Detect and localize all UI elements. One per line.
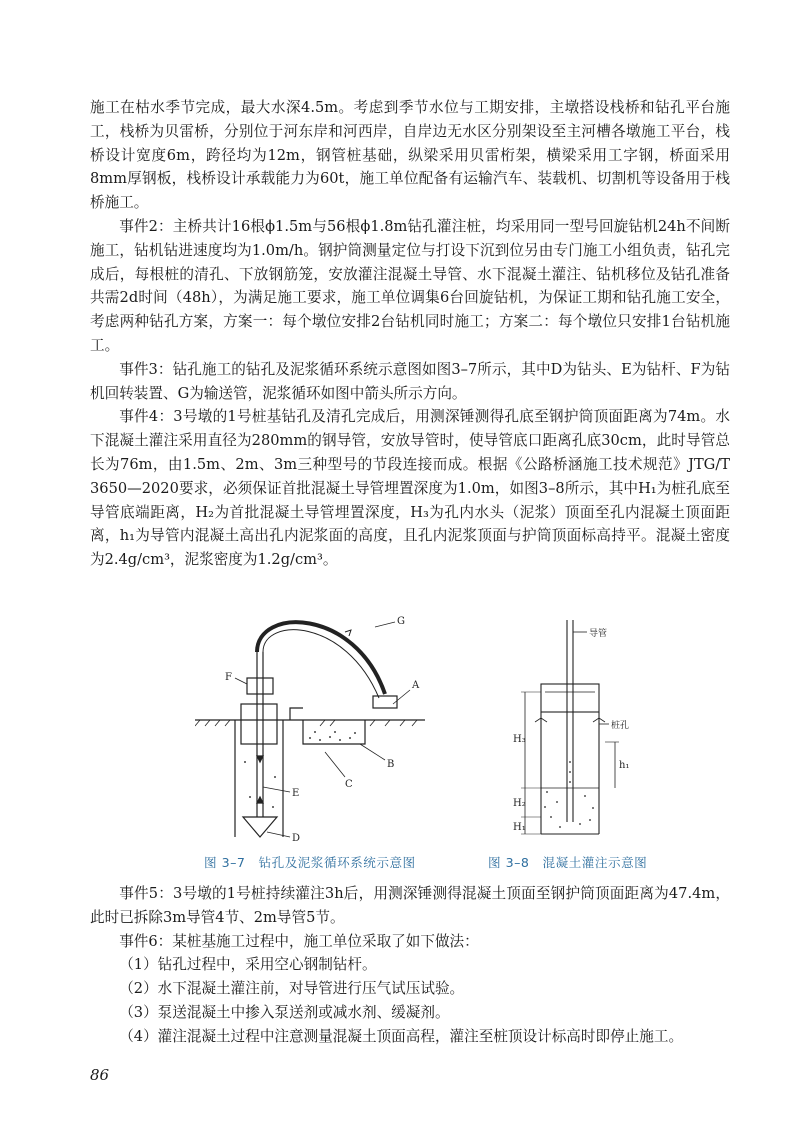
list-item: （4）灌注混凝土过程中注意测量混凝土顶面高程，灌注至桩顶设计标高时即停止施工。 bbox=[119, 1027, 684, 1045]
paragraph-event4: 事件4：3号墩的1号桩基钻孔及清孔完成后，用测深锤测得孔底至钢护筒顶面距离为74m。水下混凝土灌注采用直径为280mm的钢导管，安放导管时，使导管底口距离孔底30cm，此时导管总长为76m，由1.5m、2m、3m三种型号的节段连接而成。根据《公路桥涵施工技术规范》JTG/T 3650—2020要求，必须保证首批混凝土导管埋置深度为1.0m，如图3–8所示，其中H₁为桩孔底至导管底端距离，H₂为首批混凝土导管埋置深度，H₃为孔内水头（泥浆）顶面至孔内混凝土顶面距离，h₁为导管内混凝土高出孔内泥浆面的高度，且孔内泥浆顶面与护筒顶面标高持平。混凝土密度为2.4g/cm³，泥浆密度为1.2g/cm³。 bbox=[90, 408, 730, 569]
label-H1: H₁ bbox=[513, 822, 526, 833]
paragraph-event5: 事件5：3号墩的1号桩持续灌注3h后，用测深锤测得混凝土顶面至钢护筒顶面距离为47.4m，此时已拆除3m导管4节、2m导管5节。 bbox=[90, 885, 730, 926]
label-h1: h₁ bbox=[619, 760, 630, 771]
label-A: A bbox=[412, 680, 420, 691]
figure-3-7-caption: 图 3–7 钻孔及泥浆循环系统示意图 bbox=[204, 855, 416, 870]
label-H2: H₂ bbox=[513, 798, 526, 809]
label-G: G bbox=[397, 616, 405, 627]
paragraph-event6: 事件6：某桩基施工过程中，施工单位采取了如下做法： bbox=[119, 932, 479, 950]
label-F: F bbox=[225, 672, 232, 683]
list-item: （3）泵送混凝土中掺入泵送剂或减水剂、缓凝剂。 bbox=[119, 1003, 450, 1021]
label-H3: H₃ bbox=[513, 734, 526, 745]
figure-3-8-caption: 图 3–8 混凝土灌注示意图 bbox=[488, 855, 648, 870]
label-pile-hole: 桩孔 bbox=[611, 721, 630, 731]
list-item: （2）水下混凝土灌注前，对导管进行压气试压试验。 bbox=[119, 980, 465, 998]
label-pipe: 导管 bbox=[589, 629, 608, 639]
label-D: D bbox=[292, 833, 301, 844]
label-C: C bbox=[345, 779, 353, 790]
page-number: 86 bbox=[90, 1066, 110, 1084]
figures-svg bbox=[195, 612, 725, 852]
figure-3-7-drawing bbox=[195, 622, 425, 837]
body-text-upper bbox=[90, 96, 730, 572]
paragraph-event2: 事件2：主桥共计16根ϕ1.5m与56根ϕ1.8m钻孔灌注桩，均采用同一型号回旋钻机24h不间断施工，钻机钻进速度均为1.0m/h。钢护筒测量定位与打设下沉到位另由专门施工小组负责，钻孔完成后，每根桩的清孔、下放钢筋笼，安放灌注混凝土导管、水下混凝土灌注、钻机移位及钻孔准备共需2d时间（48h），为满足施工要求，施工单位调集6台回旋钻机，为保证工期和钻孔施工安全，考虑两种钻孔方案，方案一：每个墩位安排2台钻机同时施工；方案二：每个墩位只安排1台钻机施工。 bbox=[90, 217, 730, 354]
list-item: （1）钻孔过程中，采用空心钢制钻杆。 bbox=[119, 956, 377, 974]
figure-3-8-labels bbox=[513, 627, 629, 833]
figure-3-8-drawing bbox=[521, 620, 619, 834]
figures-area bbox=[195, 612, 725, 872]
label-B: B bbox=[387, 759, 395, 770]
body-text-lower bbox=[90, 882, 730, 1049]
figure-3-7-labels bbox=[225, 616, 420, 844]
label-E: E bbox=[292, 788, 300, 799]
paragraph-event1-continued: 施工在枯水季节完成，最大水深4.5m。考虑到季节水位与工期安排，主墩搭设栈桥和钻孔平台施工，栈桥为贝雷桥，分别位于河东岸和河西岸，自岸边无水区分别架设至主河槽各墩施工平台，栈桥设计宽度6m，跨径均为12m，钢管桩基础，纵梁采用贝雷桁架，横梁采用工字钢，桥面采用8mm厚钢板，栈桥设计承载能力为60t，施工单位配备有运输汽车、装载机、切割机等设备用于栈桥施工。 bbox=[90, 99, 730, 212]
paragraph-event3: 事件3：钻孔施工的钻孔及泥浆循环系统示意图如图3–7所示，其中D为钻头、E为钻杆、F为钻机回转装置、G为输送管，泥浆循环如图中箭头所示方向。 bbox=[90, 360, 730, 402]
